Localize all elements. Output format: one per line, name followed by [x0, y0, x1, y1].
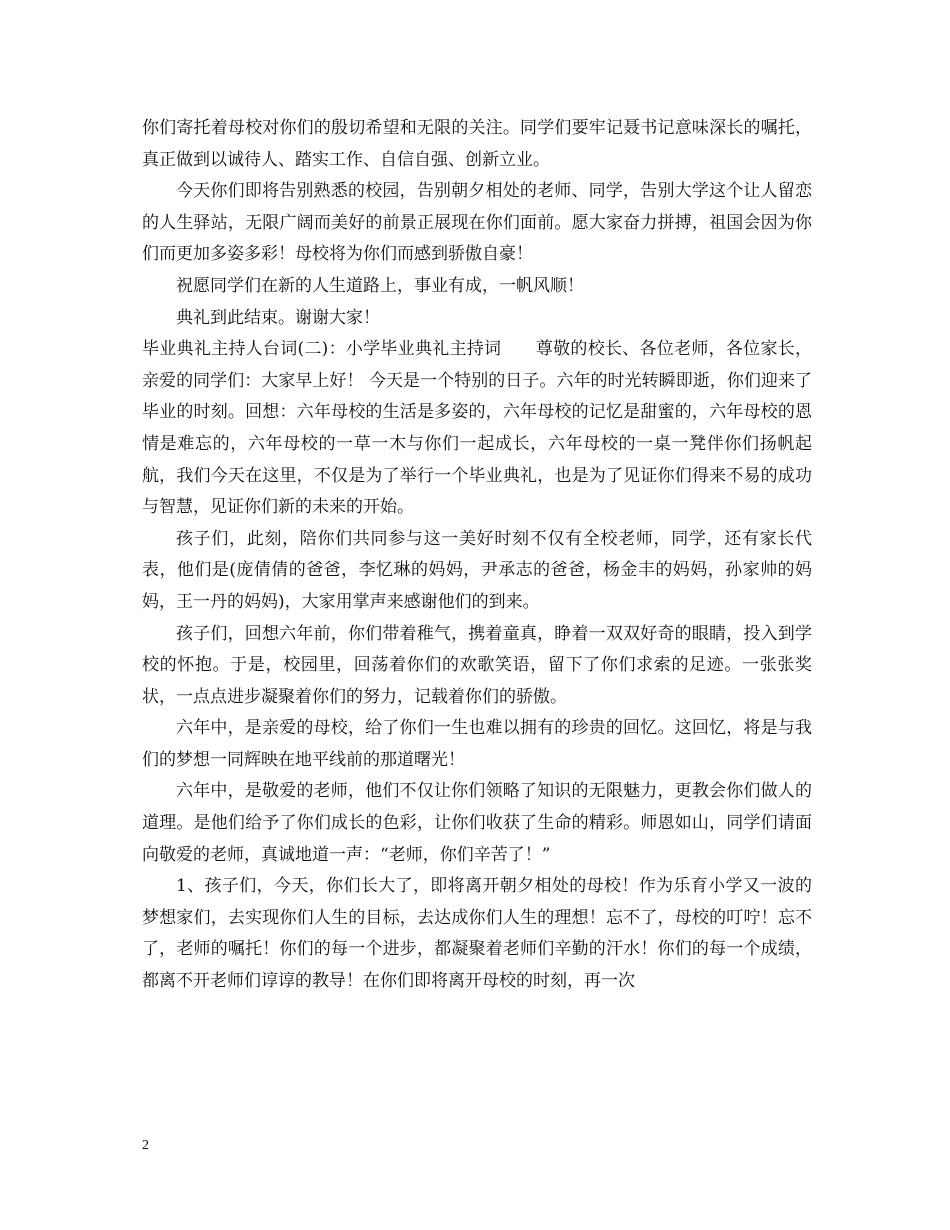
paragraph-9: 六年中，是敬爱的老师，他们不仅让你们领略了知识的无限魅力，更教会你们做人的道理。是他们给予了你们成长的色彩，让你们收获了生命的精彩。师恩如山，同学们请面向敬爱的老师，真诚地道一声：“老师，你们辛苦了！”	[142, 781, 812, 865]
paragraph-8: 六年中，是亲爱的母校，给了你们一生也难以拥有的珍贵的回忆。这回忆，将是与我们的梦想一同辉映在地平线前的那道曙光！	[142, 718, 812, 770]
paragraph-4: 典礼到此结束。谢谢大家！	[176, 307, 380, 328]
paragraph-2: 今天你们即将告别熟悉的校园，告别朝夕相处的老师、同学，告别大学这个让人留恋的人生驿站，无限广阔而美好的前景正展现在你们面前。愿大家奋力拼搏，祖国会因为你们而更加多姿多彩！母校将为你们而感到骄傲自豪！	[142, 181, 812, 265]
page-number: 2	[142, 1138, 149, 1153]
paragraph-3: 祝愿同学们在新的人生道路上，事业有成，一帆风顺！	[176, 275, 584, 296]
document-body	[142, 113, 812, 998]
paragraph-7: 孩子们，回想六年前，你们带着稚气，携着童真，睁着一双双好奇的眼睛，投入到学校的怀抱。于是，校园里，回荡着你们的欢歌笑语，留下了你们求索的足迹。一张张奖状，一点点进步凝聚着你们的努力，记载着你们的骄傲。	[142, 623, 812, 707]
paragraph-1: 你们寄托着母校对你们的殷切希望和无限的关注。同学们要牢记聂书记意味深长的嘱托，真正做到以诚待人、踏实工作、自信自强、创新立业。	[142, 118, 812, 170]
paragraph-5: 毕业典礼主持人台词(二)：小学毕业典礼主持词 尊敬的校长、各位老师，各位家长，亲爱的同学们：大家早上好！ 今天是一个特别的日子。六年的时光转瞬即逝，你们迎来了毕业的时刻。回想：六年母校的生活是多姿的，六年母校的记忆是甜蜜的，六年母校的恩情是难忘的，六年母校的一草一木与你们一起成长，六年母校的一桌一凳伴你们扬帆起航，我们今天在这里，不仅是为了举行一个毕业典礼，也是为了见证你们得来不易的成功与智慧，见证你们新的未来的开始。	[142, 339, 812, 518]
paragraph-10: 1、孩子们，今天，你们长大了，即将离开朝夕相处的母校！作为乐育小学又一波的梦想家们，去实现你们人生的目标，去达成你们人生的理想！忘不了，母校的叮咛！忘不了，老师的嘱托！你们的每一个进步，都凝聚着老师们辛勤的汗水！你们的每一个成绩，都离不开老师们谆谆的教导！在你们即将离开母校的时刻，再一次	[142, 876, 812, 992]
paragraph-6: 孩子们，此刻，陪你们共同参与这一美好时刻不仅有全校老师，同学，还有家长代表，他们是(庞倩倩的爸爸，李忆琳的妈妈，尹承志的爸爸，杨金丰的妈妈，孙家帅的妈妈，王一丹的妈妈)，大家用掌声来感谢他们的到来。	[142, 528, 812, 612]
